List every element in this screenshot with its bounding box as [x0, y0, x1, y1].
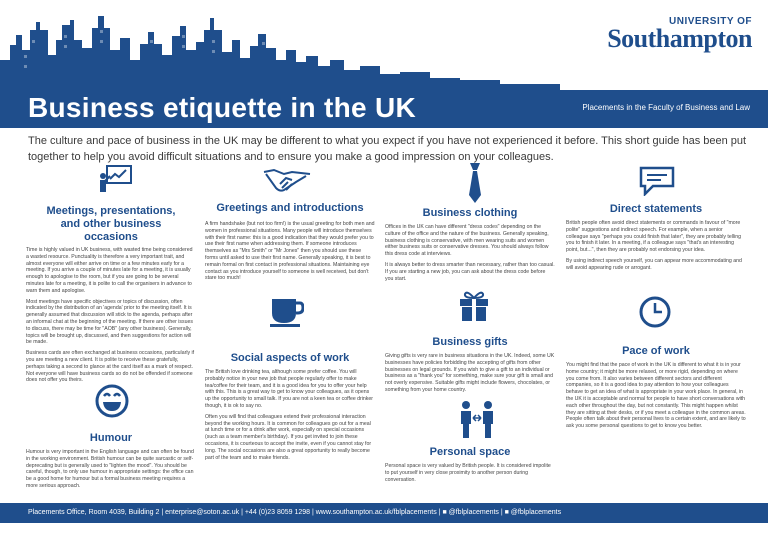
- space-paragraph: Personal space is very valued by British people. It is considered impolite to put yourself in very close proximity to another person during conversation.: [385, 463, 551, 483]
- smiley-face-icon: [95, 384, 129, 418]
- clothing-paragraph-2: It is always better to dress smarter than necessary, rather than too casual. If you are starting a new job, you can ask about the dress code before you start.: [385, 261, 555, 282]
- gifts-section: [385, 336, 555, 394]
- logo-university-of: UNIVERSITY OF: [669, 16, 752, 27]
- gifts-paragraph: Giving gifts is very rare in business situations in the UK. Indeed, some UK businesses have policies forbidding the accepting of gifts from other businesses on legal grounds. If you wish to give a gift to an individual or business as a "thank you" for something, make sure your gift is small and not overly expensive. Suitable gifts might include flowers, chocolates, or something from your home country.: [385, 353, 555, 393]
- greetings-heading: Greetings and introductions: [216, 202, 364, 214]
- space-section: [385, 446, 555, 483]
- page-subtitle: Placements in the Faculty of Business and Law: [582, 103, 750, 112]
- presentation-icon: [97, 164, 133, 196]
- meetings-paragraph-1: Time is highly valued in UK business, with wasted time being considered a wasted resource. Punctuality is therefore a very important trait, and almost everyone will either arrive on time or a few minutes early for a meeting. If you arrive a couple of minutes late for a meeting, it is usually enough to apologise to the room, but if you are going to be several minutes late for a meeting, it is polite to call the organisers in advance to warn them and apologise.: [26, 247, 193, 294]
- direct-paragraph-1: British people often avoid direct statements or commands in favour of "more polite" suggestions and indirect speech. For example, when a senior colleague says "perhaps you could finish that later", they are probably telling you to finish it later. In a meeting, if a colleague says "that's an interesting point, but...", then they are probably not endorsing your idea.: [566, 220, 741, 254]
- direct-heading: Direct statements: [609, 203, 703, 215]
- clothing-section: [385, 207, 555, 282]
- intro-text: The culture and pace of business in the UK may be different to what you expect if you have not experienced it before. This short guide has been put together to help you avoid difficult situations and to ensure you make a good impression on your colleagues.: [28, 135, 747, 163]
- speech-bubble-icon: [639, 166, 675, 196]
- tea-cup-icon: [270, 297, 304, 327]
- clothing-paragraph-1: Offices in the UK can have different "dress codes" depending on the culture of the office and the nature of the business. Generally speaking, business clothing is conservative, with men wearing suits and women either business suits or conservative dresses. You should always follow this dress code at interviews.: [385, 224, 549, 258]
- space-heading: Personal space: [429, 446, 511, 458]
- humour-section: [26, 432, 196, 490]
- meetings-paragraph-2: Most meetings have specific objectives or topics of discussion, often indicated by the distribution of an 'agenda' prior to the meeting itself. It is generally assumed that discussion will stick to the agenda, perhaps after an informal chat at the beginning of the meeting. If there are other issues to discuss, there may be time for "AOB" (any other business). Generally, topics will be brought up, discussed, and then suggestions for action will be made.: [26, 298, 193, 346]
- direct-paragraph-2: By using indirect speech yourself, you can appear more accommodating and will avoid appearing rude or arrogant.: [566, 257, 742, 271]
- title-banner: [0, 90, 768, 128]
- university-logo[interactable]: [607, 16, 752, 51]
- city-skyline-illustration: [0, 0, 560, 90]
- pace-paragraph: You might find that the pace of work in the UK is different to what it is in your home country; it might be more relaxed, or more rigid, depending on where you come from. It also varies between different sectors and different companies, so it is a good idea to pay attention to how your colleagues behave to get an idea of what is appropriate in your work place. In general, in the UK it is acceptable and normal for people to have short conversations with each other throughout the day, but not constantly. This might happen whilst they are sitting at their desks, or if you meet a colleague in the common areas. People often talk about their personal lives to a certain extent, and are likely to ask you some personal questions to get to know you better.: [566, 362, 746, 430]
- meetings-paragraph-3: Business cards are often exchanged at business occasions, particularly if you are meeting a new client. It is polite to receive these gratefully, perhaps taking a second to glance at the card itself as a mark of respect. Not everyone will have business cards so do not be offended if someone does not offer you theirs.: [26, 350, 195, 384]
- direct-section: [566, 203, 746, 272]
- social-section: [205, 352, 375, 461]
- greetings-section: [205, 202, 375, 282]
- tie-icon: [467, 163, 483, 203]
- gift-icon: [459, 290, 489, 322]
- meetings-heading: Meetings, presentations, and other business occasions: [46, 205, 176, 243]
- footer-contact-bar[interactable]: Placements Office, Room 4039, Building 2 | enterprise@soton.ac.uk | +44 (0)23 8059 1298 | www.southampton.ac.uk/fblplacements | ■ @fblplacements | ■ @fblplacements: [0, 503, 768, 523]
- logo-southampton: Southampton: [607, 24, 752, 53]
- clothing-heading: Business clothing: [422, 207, 518, 219]
- header-area: [0, 0, 768, 90]
- pace-heading: Pace of work: [622, 345, 690, 357]
- humour-heading: Humour: [89, 432, 133, 444]
- personal-space-icon: [457, 400, 497, 438]
- social-heading: Social aspects of work: [230, 352, 350, 364]
- meetings-section: [26, 205, 196, 384]
- pace-section: [566, 345, 746, 430]
- social-paragraph-2: Often you will find that colleagues extend their professional interaction beyond the working hours. It is common for colleagues go out for a meal at lunch time or for a drink after work, especially on special occasions (such as a team member's birthday). If you get invited to join these occasions, it is courteous to accept the invite, even if you cannot stay for long. The social occasions are also a great opportunity to really become part of the team and to make friends.: [205, 413, 372, 461]
- gifts-heading: Business gifts: [432, 336, 508, 348]
- social-paragraph-1: The British love drinking tea, although some prefer coffee. You will probably notice in your new job that people regularly offer to make tea/coffee for their team, and it is a good idea for you to offer your help with this. This is a great way to get to know your colleagues, as it opens up the opportunity to small talk. If you are not a keen tea or coffee drinker though, it is ok to say no.: [205, 369, 374, 409]
- humour-paragraph: Humour is very important in the English language and can often be found in the working environment. British humour can be quite sarcastic or self-deprecating but is generally used to "lighten the mood". You should be careful, though, to only use humour in appropriate settings: the office can be a good home for humour but a formal business meeting requires a more serious approach.: [26, 449, 194, 489]
- greetings-paragraph: A firm handshake (but not too firm!) is the usual greeting for both men and women in professional situations. Many people will introduce themselves with their first name: this is a good indication that they would prefer you to use their first name when addressing them. If someone introduces themselves as "Mrs Smith" or "Mr Jones" then you should use these forms until asked to use their first name. Generally speaking, it is best to remain formal on first contact in professional situations. Maintaining eye contact as you introduce yourself to someone is well received, but don't stare too much!: [205, 221, 375, 282]
- handshake-icon: [262, 164, 312, 198]
- clock-icon: [639, 296, 671, 328]
- page-title: Business etiquette in the UK: [28, 92, 417, 123]
